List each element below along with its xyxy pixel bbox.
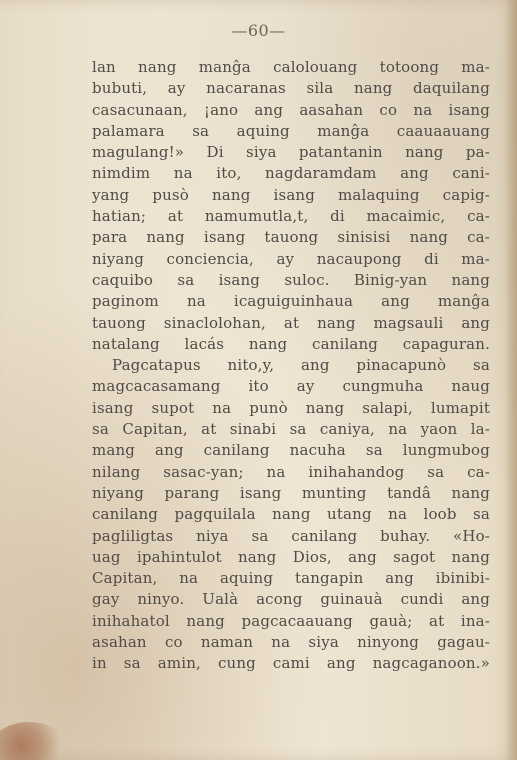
text-line: Capitan, na aquing tangapin ang ibinibi- — [92, 569, 490, 588]
text-line: tauong sinaclolohan, at nang magsauli ang — [92, 313, 490, 332]
text-line: hatian; at namumutla,t, di macaimic, ca- — [92, 207, 490, 226]
text-line: in sa amin, cung cami ang nagcaganoon.» — [92, 654, 490, 673]
text-line: casacunaan, ¡ano ang aasahan co na isang — [92, 100, 490, 119]
text-line: canilang pagquilala nang utang na loob sa — [92, 505, 490, 524]
text-line: pagliligtas niya sa canilang buhay. «Ho- — [92, 526, 490, 545]
text-line: isang supot na punò nang salapi, lumapit — [92, 398, 490, 417]
text-line: uag ipahintulot nang Dios, ang sagot nang — [92, 547, 490, 566]
text-line: gay ninyo. Ualà acong guinauà cundi ang — [92, 590, 490, 609]
text-line: mang ang canilang nacuha sa lungmubog — [92, 441, 490, 460]
body-text — [92, 57, 490, 675]
text-line: para nang isang tauong sinisisi nang ca- — [92, 228, 490, 247]
text-line: sa Capitan, at sinabi sa caniya, na yaon la- — [92, 420, 490, 439]
text-line: lan nang manĝa calolouang totoong ma- — [92, 58, 490, 76]
page-edge-shadow — [505, 0, 517, 760]
text-line: asahan co naman na siya ninyong gagau- — [92, 633, 490, 652]
text-line: paginom na icaguiguinhaua ang manĝa — [92, 292, 490, 311]
text-line: niyang concienciа, ay nacaupong di ma- — [92, 249, 490, 268]
text-line: palamara sa aquing manĝa caauaauang — [92, 121, 490, 140]
text-line: natalang lacás nang canilang capaguran. — [92, 334, 490, 353]
text-line: magulang!» Di siya patantanin nang pa- — [92, 143, 490, 162]
text-line: inihahatol nang pagcacaauang gauà; at ina- — [92, 611, 490, 630]
corner-stain — [0, 722, 68, 760]
text-line: magcacasamang ito ay cungmuha naug — [92, 377, 490, 396]
text-line: yang pusò nang isang malaquing capig- — [92, 185, 490, 204]
text-line: caquibo sa isang suloc. Binig-yan nang — [92, 270, 490, 289]
text-line: Pagcatapus nito,y, ang pinacapunò sa — [112, 356, 490, 375]
text-line: nilang sasac-yan; na inihahandog sa ca- — [92, 462, 490, 481]
text-line: niyang parang isang munting tandâ nang — [92, 483, 490, 502]
text-line: bubuti, ay nacaranas sila nang daquilang — [92, 79, 490, 98]
text-line: nimdim na ito, nagdaramdam ang cani- — [92, 164, 490, 183]
page-number: —60— — [231, 21, 286, 40]
